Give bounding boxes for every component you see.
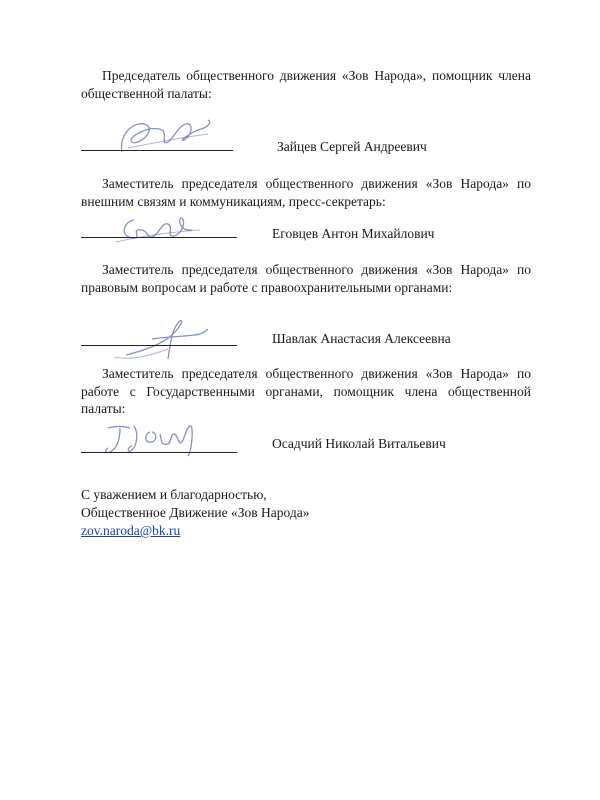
signatory-name: Еговцев Антон Михайлович xyxy=(272,226,435,241)
role-paragraph-deputy-state: Заместитель председателя общественного движения «Зов Народа» по работе с Государственными органами, помощник члена общественной палаты: xyxy=(81,366,531,416)
signatory-name: Зайцев Сергей Андреевич xyxy=(277,139,427,154)
role-paragraph-deputy-external: Заместитель председателя общественного движения «Зов Народа» по внешним связям и коммуникациям, пресс-секретарь: xyxy=(81,176,531,209)
signatory-name: Осадчий Николай Витальевич xyxy=(272,436,446,451)
signature-egovtsev xyxy=(112,212,202,248)
closing-organization: Общественное Движение «Зов Народа» xyxy=(81,505,310,520)
signature-shavlak xyxy=(112,315,212,365)
signature-line xyxy=(81,150,233,151)
signature-line xyxy=(81,452,237,453)
closing-greeting: С уважением и благодарностью, xyxy=(81,487,267,502)
signatory-name: Шавлак Анастасия Алексеевна xyxy=(272,331,451,346)
signature-osadchiy xyxy=(98,420,208,462)
signature-zaitsev xyxy=(108,112,218,160)
signature-line xyxy=(81,345,237,346)
role-paragraph-deputy-legal: Заместитель председателя общественного движения «Зов Народа» по правовым вопросам и работе с правоохранительными органами: xyxy=(81,262,531,295)
role-paragraph-chairman: Председатель общественного движения «Зов Народа», помощник члена общественной палаты: xyxy=(81,68,531,101)
email-link[interactable]: zov.naroda@bk.ru xyxy=(81,523,181,538)
signature-line xyxy=(81,237,237,238)
